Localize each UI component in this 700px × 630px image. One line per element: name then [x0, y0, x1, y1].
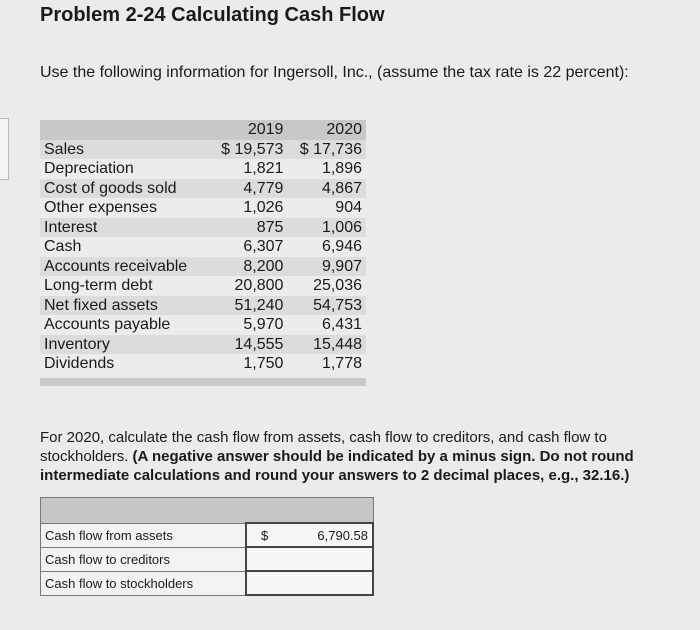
- value-2020: 1,778: [321, 355, 362, 372]
- table-row: [40, 198, 366, 218]
- table-row: [40, 276, 366, 296]
- row-label: Other expenses: [44, 199, 157, 216]
- row-label: Accounts payable: [44, 316, 171, 333]
- value-2019: 6,307: [243, 238, 284, 255]
- row-label: Cost of goods sold: [44, 179, 177, 197]
- value-2019: $ 19,573: [221, 140, 284, 158]
- value-2019: 875: [256, 218, 284, 236]
- answer-input[interactable]: [246, 523, 373, 547]
- value-2019: 1,821: [243, 160, 284, 177]
- row-label: Net fixed assets: [44, 296, 158, 314]
- value-2020: 15,448: [313, 335, 362, 353]
- answer-row: [41, 547, 374, 571]
- value-2019: 4,779: [243, 179, 284, 197]
- header-blank: [40, 120, 209, 140]
- answer-label: Cash flow to stockholders: [41, 571, 247, 595]
- answer-input[interactable]: [246, 547, 373, 571]
- answer-table: [40, 497, 374, 596]
- value-2019: 5,970: [243, 316, 284, 333]
- table-row: [40, 159, 366, 179]
- value-2019: 51,240: [234, 296, 284, 314]
- row-label: Dividends: [44, 355, 115, 372]
- page-title: Problem 2-24 Calculating Cash Flow: [40, 4, 385, 26]
- row-label: Sales: [44, 140, 85, 158]
- value-2020: 904: [335, 199, 362, 216]
- question-instructions: (A negative answer should be indicated by a minus sign. Do not round intermediate calculations and round your answers to 2 decimal places, e.g., 32.16.): [40, 448, 634, 484]
- value-2020: 1,006: [321, 218, 362, 236]
- financial-data-table: [40, 120, 366, 374]
- table-row: [40, 296, 366, 316]
- answer-label: Cash flow to creditors: [41, 547, 247, 571]
- answer-header: [41, 498, 374, 524]
- currency-symbol: $: [261, 528, 269, 543]
- value-2020: $ 17,736: [299, 140, 362, 158]
- table-row: [40, 140, 366, 160]
- value-2020: 6,946: [321, 238, 362, 255]
- row-label: Long-term debt: [44, 277, 153, 294]
- value-2020: 1,896: [321, 160, 362, 177]
- header-2019: 2019: [247, 121, 284, 138]
- header-2020: 2020: [326, 121, 362, 138]
- question-prompt: For 2020, calculate the cash flow from assets, cash flow to creditors, and cash flow to stockholders.: [40, 429, 607, 465]
- row-label: Depreciation: [44, 160, 134, 177]
- value-2019: 14,555: [234, 335, 284, 353]
- row-label: Inventory: [44, 335, 110, 353]
- row-label: Accounts receivable: [44, 257, 188, 275]
- row-label: Interest: [44, 218, 98, 236]
- table-row: [40, 335, 366, 355]
- intro-text: Use the following information for Ingersoll, Inc., (assume the tax rate is 22 percent):: [40, 64, 629, 81]
- value-2020: 25,036: [313, 277, 362, 294]
- value-2020: 9,907: [321, 257, 362, 275]
- table-row: [40, 315, 366, 335]
- value-2020: 54,753: [313, 296, 362, 314]
- table-row: [40, 237, 366, 257]
- value-2020: 6,431: [321, 316, 362, 333]
- table-row: [40, 179, 366, 199]
- table-row: [40, 257, 366, 277]
- row-label: Cash: [44, 238, 82, 255]
- side-panel-edge[interactable]: [0, 118, 9, 180]
- table-row: [40, 354, 366, 374]
- value-2019: 8,200: [243, 257, 284, 275]
- answer-label: Cash flow from assets: [41, 523, 247, 547]
- value-2019: 20,800: [234, 277, 284, 294]
- value-2019: 1,750: [243, 355, 284, 372]
- question-text: [40, 428, 690, 485]
- value-2019: 1,026: [243, 199, 284, 216]
- answer-row: [41, 523, 374, 547]
- answer-row: [41, 571, 374, 595]
- value-2020: 4,867: [321, 179, 362, 197]
- table-row: [40, 218, 366, 238]
- answer-input[interactable]: [246, 571, 373, 595]
- answer-value: 6,790.58: [317, 527, 368, 543]
- table-footer-bar: [40, 378, 366, 386]
